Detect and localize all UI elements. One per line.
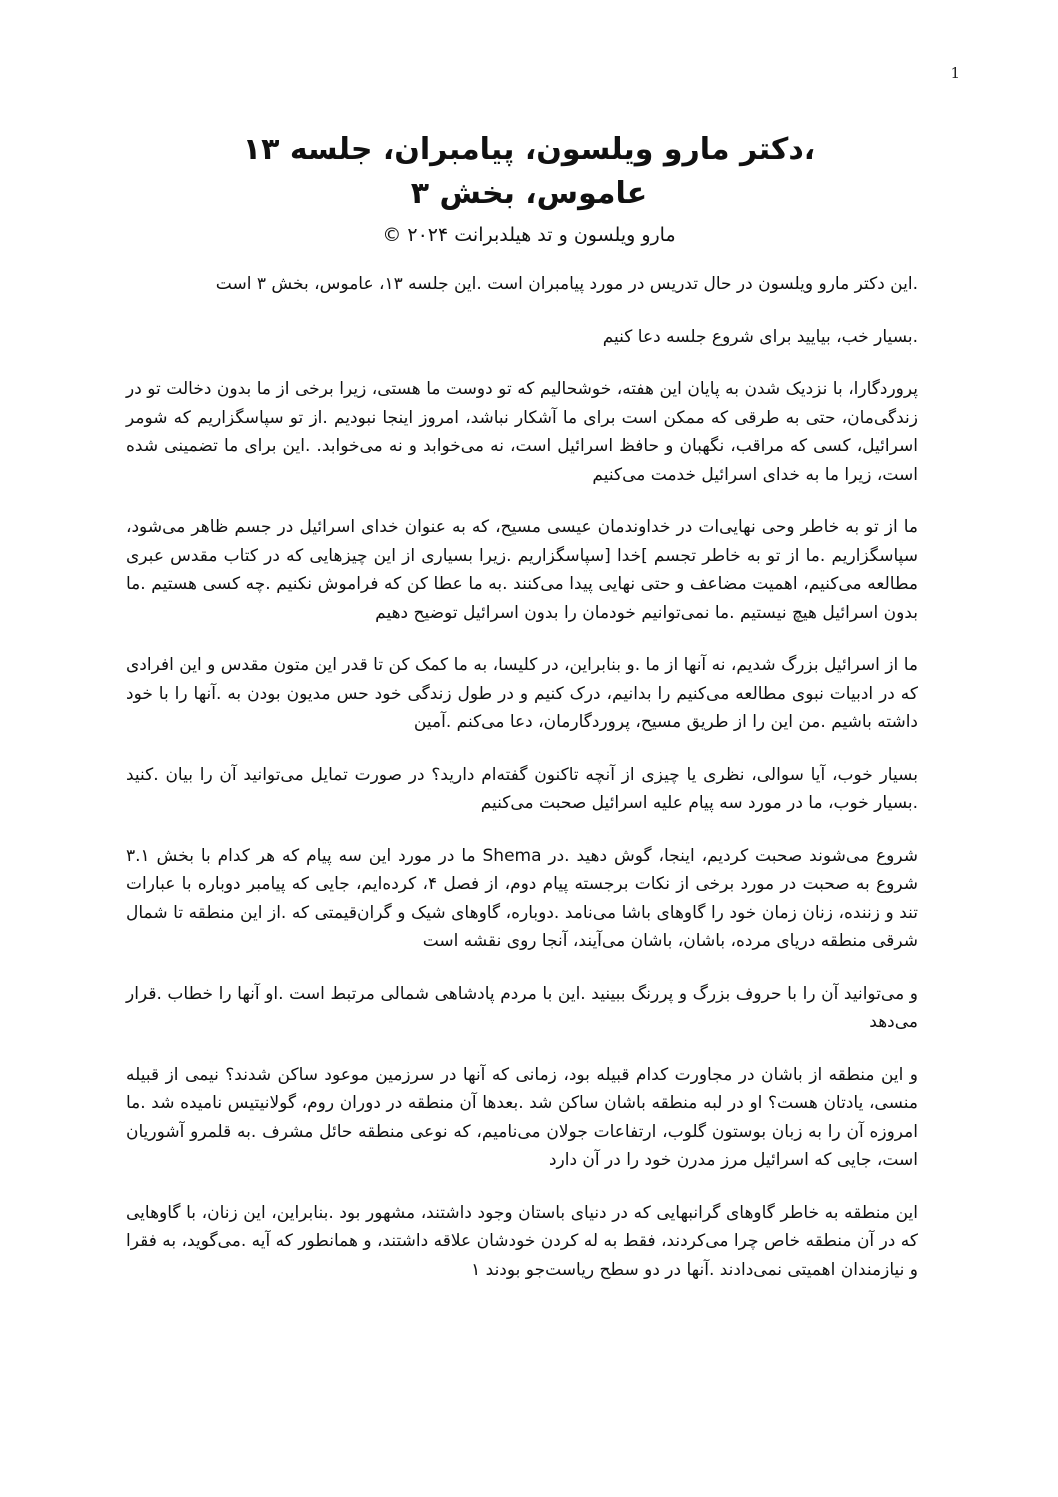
copyright-line: مارو ویلسون و تد هیلدبرانت ۲۰۲۴ © — [382, 224, 676, 246]
paragraph: و این منطقه از باشان در مجاورت کدام قبیله بود، زمانی که آنها در سرزمین موعود ساکن شدند؟ نیمی از قبیله منسی، یادتان هست؟ او در لبه منطقه باشان ساکن شد .بعدها آن منطقه در دوران روم، گولانیتیس نامیده شد .ما امروزه آن را به زبان بوستون گلوب، ارتفاعات جولان می‌نامیم، که نوعی منطقه حائل مشرف .به قلمرو آشوریان است، جایی که اسرائیل مرز مدرن خود را در آن دارد — [126, 1064, 918, 1170]
title-line-1: ،دکتر مارو ویلسون، پیامبران، جلسه ۱۳ — [242, 132, 816, 167]
paragraph: بسیار خوب، آیا سوالی، نظری یا چیزی از آنچه تاکنون گفته‌ام دارید؟ در صورت تمایل می‌توانید آن را بیان .کنید .بسیار خوب، ما در مورد سه پیام علیه اسرائیل صحبت می‌کنیم — [126, 764, 918, 813]
paragraph: این منطقه به خاطر گاوهای گرانبهایی که در دنیای باستان وجود داشتند، مشهور بود .بنابراین، این زنان، با گاوهایی که در آن منطقه خاص چرا می‌کردند، فقط به له کردن خودشان علاقه داشتند، و همانطور که آیه .می‌گوید، به فقرا و نیازمندان اهمیتی نمی‌دادند .آنها در دو سطح ریاست‌جو بودند ۱ — [126, 1202, 918, 1280]
paragraph: ما از تو به خاطر وحی نهایی‌ات در خداوندمان عیسی مسیح، که به عنوان خدای اسرائیل در جسم ظاهر می‌شود، سپاسگزاریم .ما از تو به خاطر تجسم ]خدا [سپاسگزاریم .زیرا بسیاری از این چیزهایی که در کتاب مقدس عبری مطالعه می‌کنیم، اهمیت مضاعف و حتی نهایی پیدا می‌کنند .به ما عطا کن که فراموش نکنیم .چه کسی هستیم .ما بدون اسرائیل هیچ نیستیم .ما نمی‌توانیم خودمان را بدون اسرائیل توضیح دهیم — [126, 517, 918, 623]
paragraph: ما از اسرائیل بزرگ شدیم، نه آنها از ما .و بنابراین، در کلیسا، به ما کمک کن تا قدر این متون مقدس و این افرادی که در ادبیات نبوی مطالعه می‌کنیم را بدانیم، درک کنیم و در طول زندگی خود حس مدیون بودن به .آنها را با خود داشته باشیم .من این را از طریق مسیح، پروردگارمان، دعا می‌کنم .آمین — [126, 655, 918, 732]
paragraph: و می‌توانید آن را با حروف بزرگ و پررنگ ببینید .این با مردم پادشاهی شمالی مرتبط است .او آنها را خطاب .قرار می‌دهد — [126, 983, 918, 1032]
page-number: 1 — [950, 64, 960, 82]
paragraph: .بسیار خب، بیایید برای شروع جلسه دعا کنیم — [602, 326, 918, 347]
title-line-2: عاموس، بخش ۳ — [410, 176, 648, 211]
paragraph: شروع می‌شوند صحبت کردیم، اینجا، گوش دهید .در Shema ما در مورد این سه پیام که هر کدام با بخش ۳.۱ شروع به صحبت در مورد برخی از نکات برجسته پیام دوم، از فصل ۴، کرده‌ایم، جایی که پیامبر دوباره با عبارات تند و زننده، زنان زمان خود را گاوهای باشا می‌نامد .دوباره، گاوهای شیک و گران‌قیمتی که .از این منطقه تا شمال شرقی منطقه دریای مرده، باشان، باشان می‌آیند، آنجا روی نقشه است — [126, 845, 918, 951]
document-header — [80, 128, 978, 250]
paragraph: .این دکتر مارو ویلسون در حال تدریس در مورد پیامبران است .این جلسه ۱۳، عاموس، بخش ۳ است — [215, 274, 918, 294]
document-body — [126, 270, 918, 1308]
paragraph: پروردگارا، با نزدیک شدن به پایان این هفته، خوشحالیم که تو دوست ما هستی، زیرا برخی از ما بدون دخالت تو در زندگی‌مان، حتی به طرقی که ممکن است برای ما آشکار نباشد، امروز اینجا نبودیم .از تو سپاسگزاریم که شومر اسرائیل، کسی که مراقب، نگهبان و حافظ اسرائیل است، نه می‌خوابد و نه می‌خوابد. .این برای ما تضمینی شده است، زیرا ما به خدای اسرائیل خدمت می‌کنیم — [126, 379, 918, 485]
